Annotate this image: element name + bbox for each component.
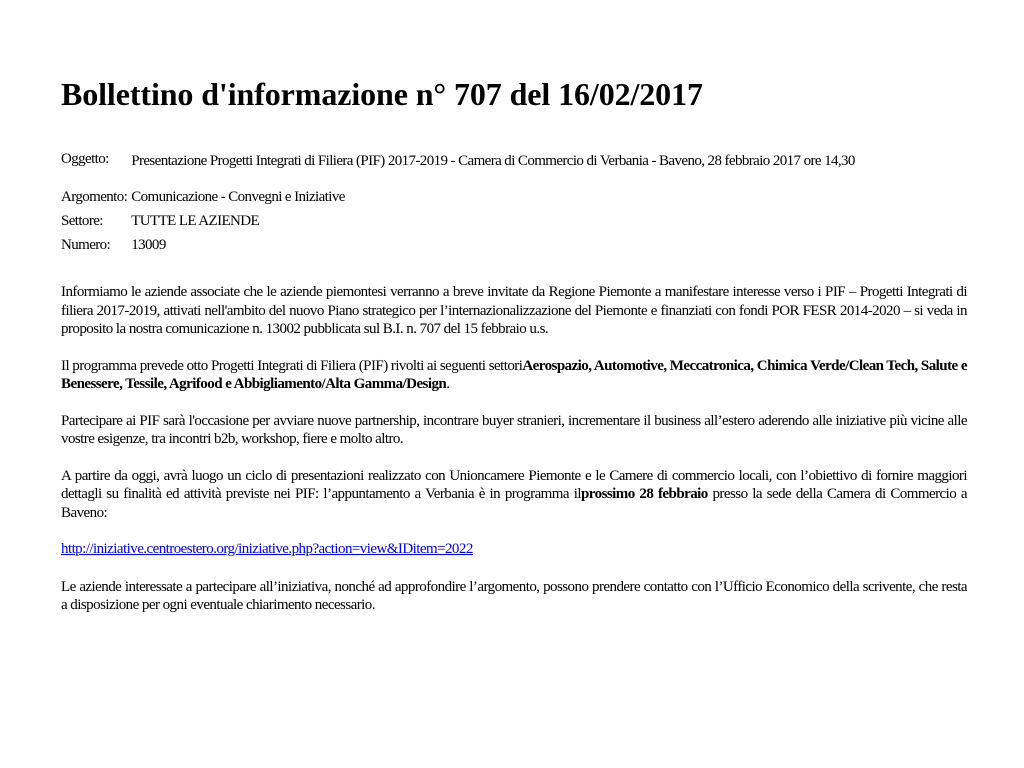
presentations-intro-text: A partire da oggi, avrà luogo un ciclo di presentazioni realizzato con Unioncamere Piemonte e le Camere di commercio locali, con l’obiettivo di fornire maggiori dettagli su finalità ed attività previste nei PIF: l’appuntamento a Verbania è in programma il bbox=[61, 467, 967, 502]
paragraph-intro: Informiamo le aziende associate che le aziende piemontesi verranno a breve invitate da Regione Piemonte a manifestare interesse verso i PIF – Progetti Integrati di filiera 2017-2019, attivati nell'ambito del nuovo Piano strategico per l’internazionalizzazione del Piemonte e finanziati con fondi POR FESR 2014-2020 – si veda in proposito la nostra comunicazione n. 13002 pubblicata sul B.I. n. 707 del 15 febbraio u.s. bbox=[61, 284, 967, 337]
paragraph-link bbox=[61, 540, 967, 559]
sectors-end-text: . bbox=[446, 376, 450, 392]
presentations-end-text: presso la sede della Camera di Commercio a Baveno: bbox=[61, 486, 968, 521]
paragraph-benefits: Partecipare ai PIF sarà l'occasione per avviare nuove partnership, incontrare buyer stranieri, incrementare il business all’estero aderendo alle iniziative più vicine alle vostre esigenze, tra incontri b2b, workshop, fiere e molto altro. bbox=[61, 412, 967, 447]
meta-row-settore bbox=[59, 209, 953, 233]
argomento-value: Comunicazione - Convegni e Iniziative bbox=[131, 189, 345, 205]
argomento-label: Argomento: bbox=[61, 189, 128, 205]
settore-label: Settore: bbox=[61, 213, 103, 229]
page-title: Bollettino d'informazione n° 707 del 16/02/2017 bbox=[61, 76, 703, 112]
metadata-table bbox=[59, 134, 953, 257]
meta-row-argomento bbox=[59, 185, 953, 209]
settore-value: TUTTE LE AZIENDE bbox=[131, 213, 260, 229]
sectors-intro-text: Il programma prevede otto Progetti Integrati di Filiera (PIF) rivolti ai seguenti settori bbox=[61, 357, 523, 374]
bulletin-body bbox=[61, 283, 967, 633]
paragraph-contact: Le aziende interessate a partecipare all’iniziativa, nonché ad approfondire l’argomento, possono prendere contatto con l’Ufficio Economico della scrivente, che resta a disposizione per ogni eventuale chiarimento necessario. bbox=[61, 578, 967, 613]
paragraph-sectors bbox=[61, 357, 967, 394]
paragraph-presentations bbox=[61, 467, 967, 523]
event-date: prossimo 28 febbraio bbox=[580, 486, 708, 502]
meta-row-numero bbox=[59, 233, 953, 257]
sectors-list: Aerospazio, Automotive, Meccatronica, Chimica Verde/Clean Tech, Salute e Benessere, Tessile, Agrifood e Abbigliamento/Alta Gamma/Design bbox=[61, 357, 967, 392]
initiative-link[interactable]: http://iniziative.centroestero.org/iniziative.php?action=view&IDitem=2022 bbox=[61, 541, 473, 557]
numero-value: 13009 bbox=[131, 237, 166, 253]
meta-row-oggetto bbox=[59, 134, 953, 185]
oggetto-value: Presentazione Progetti Integrati di Filiera (PIF) 2017-2019 - Camera di Commercio di Verbania - Baveno, 28 febbraio 2017 ore 14,30 bbox=[131, 152, 855, 169]
oggetto-label: Oggetto: bbox=[61, 151, 109, 167]
numero-label: Numero: bbox=[61, 237, 111, 253]
